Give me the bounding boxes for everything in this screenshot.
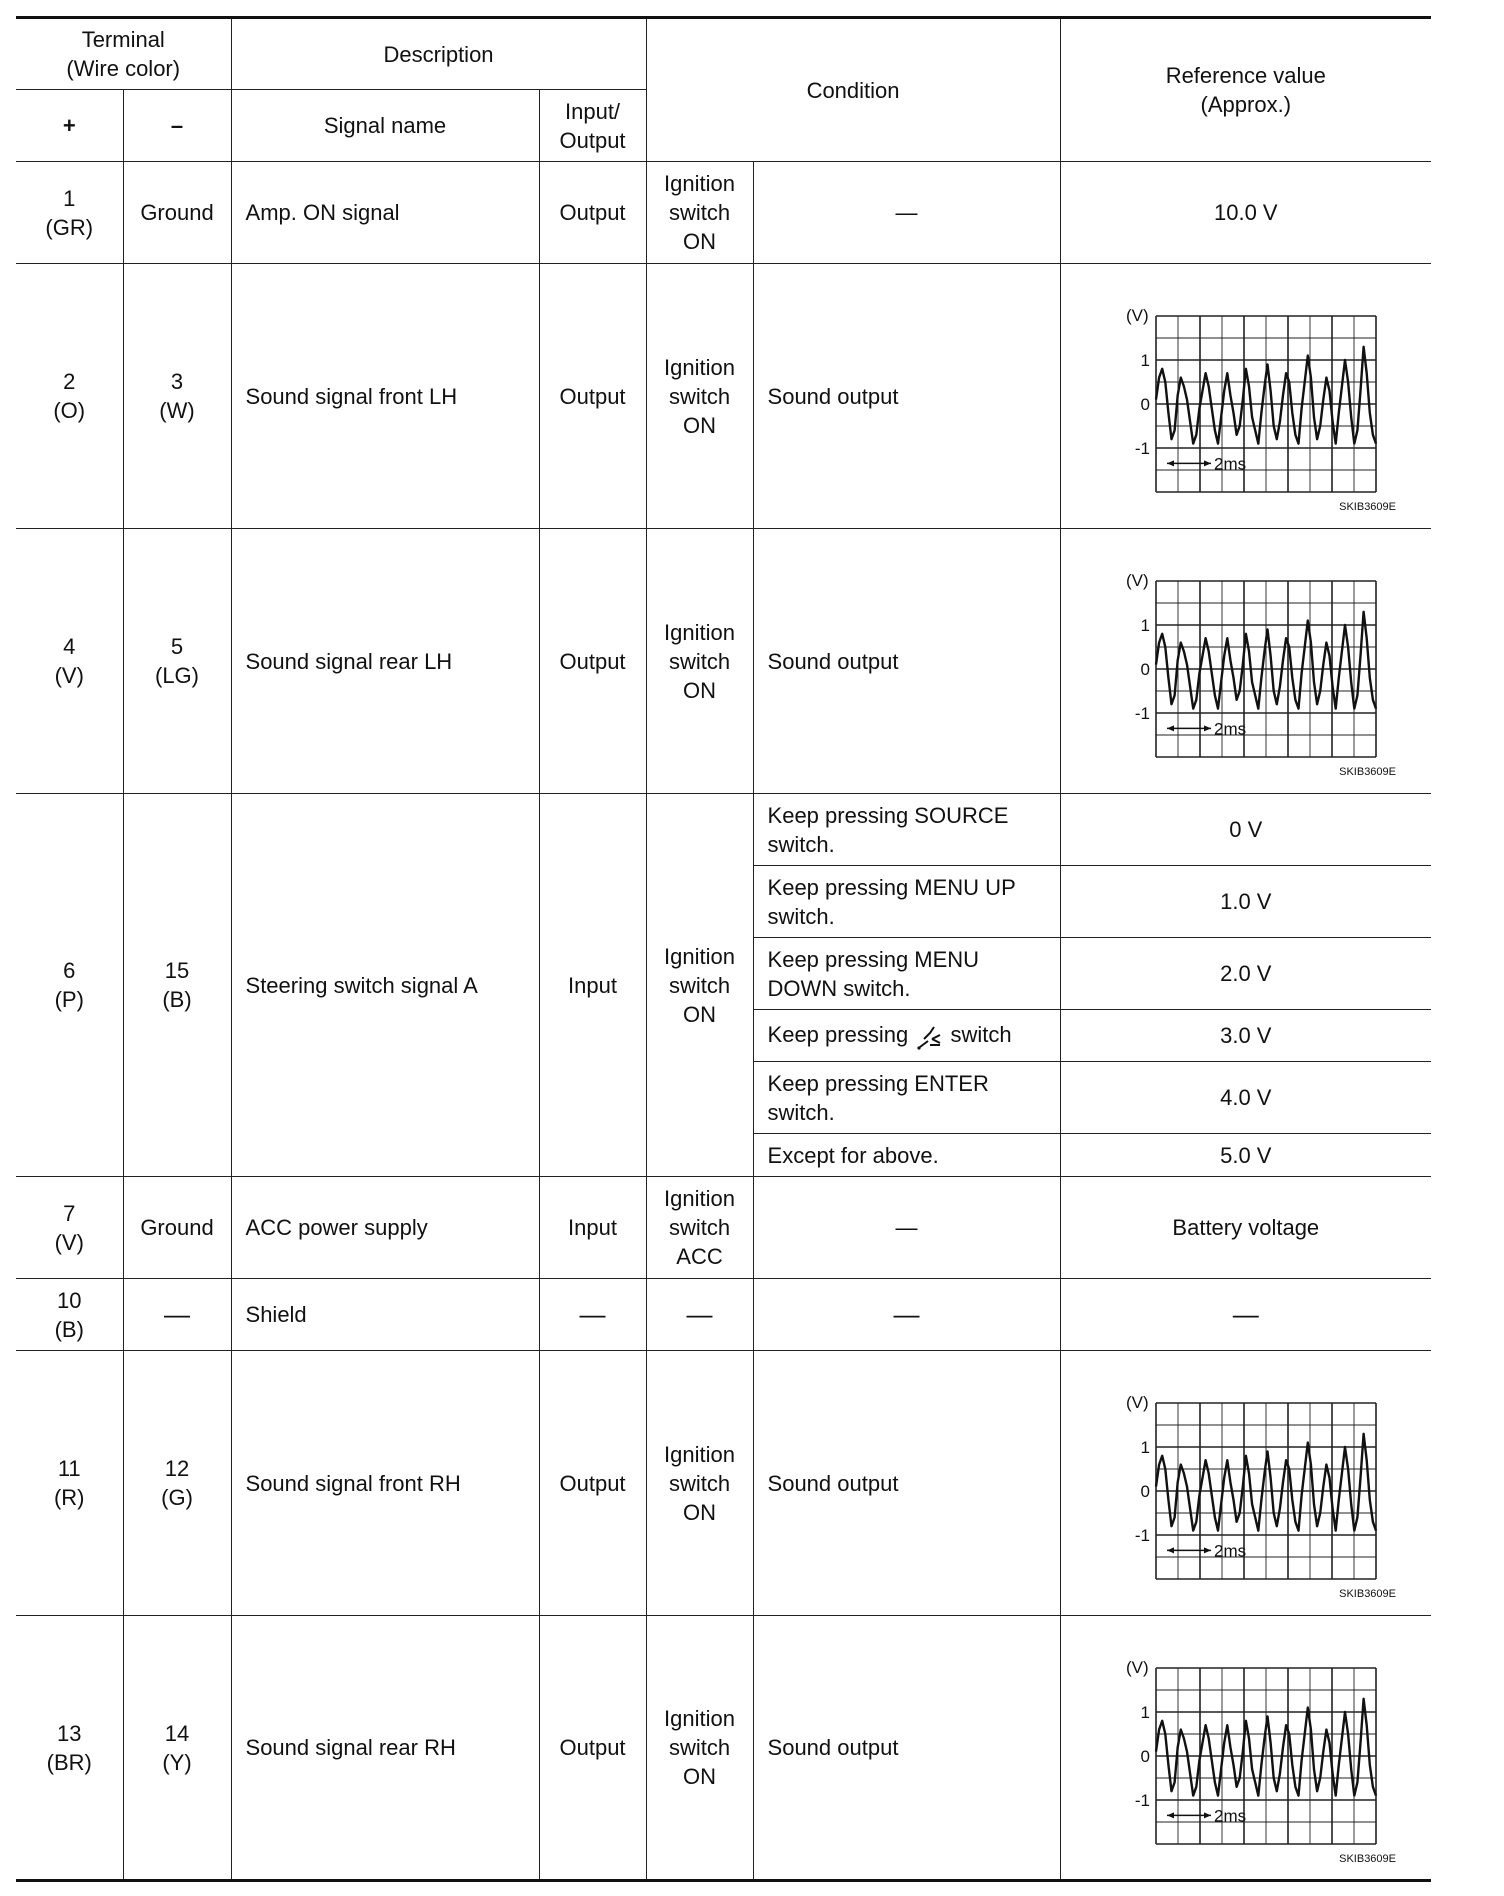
reference-value: 5.0 V [1060, 1134, 1431, 1177]
reference-value: — [1060, 1279, 1431, 1351]
terminal-number: 13 [57, 1720, 82, 1746]
condition-text: — [753, 1177, 1060, 1279]
minus-terminal [123, 794, 231, 1177]
output-label: Output [559, 127, 626, 153]
arrow-left-icon [1167, 460, 1174, 466]
signal-name: Steering switch signal A [231, 794, 539, 1177]
ignition-on-text: ON [683, 412, 717, 438]
signal-name: Sound signal rear LH [231, 529, 539, 794]
signal-name: ACC power supply [231, 1177, 539, 1279]
waveform-grid [1156, 316, 1376, 492]
terminal-number: 3 [170, 369, 184, 394]
minus-header: – [123, 90, 231, 162]
waveform-cell [1060, 529, 1431, 794]
wire-color-label: (Wire color) [66, 56, 181, 81]
arrow-right-icon [1204, 1547, 1211, 1553]
wire-color: (B) [54, 1316, 84, 1342]
unit-label: (V) [1125, 306, 1149, 325]
approx-label: (Approx.) [1200, 92, 1292, 117]
waveform-cell [1060, 264, 1431, 529]
ignition-state [646, 264, 753, 529]
y-tick-label: -1 [1134, 439, 1150, 458]
ignition-text: Ignition [664, 619, 735, 645]
y-tick-label: 1 [1140, 1702, 1150, 1722]
y-tick-label: -1 [1134, 1526, 1150, 1545]
ignition-state [646, 162, 753, 264]
condition-text: — [753, 162, 1060, 264]
condition-text-after: switch [950, 1022, 1012, 1048]
time-scale-label: 2ms [1213, 1805, 1246, 1825]
ignition-text: Ignition [664, 943, 735, 969]
ignition-state [646, 1177, 753, 1279]
reference-value-label: Reference value [1165, 63, 1326, 88]
ignition-state [646, 1351, 753, 1616]
signal-name: Sound signal rear RH [231, 1616, 539, 1881]
plus-header: + [16, 90, 123, 162]
condition-text: Keep pressing ENTER switch. [753, 1062, 1060, 1134]
ignition-state: — [646, 1279, 753, 1351]
reference-value: 3.0 V [1060, 1010, 1431, 1062]
unit-label: (V) [1125, 1657, 1149, 1677]
condition-text: Sound output [753, 1616, 1060, 1881]
wire-color: (G) [161, 1485, 193, 1510]
minus-terminal: Ground [123, 1177, 231, 1279]
ignition-text: Ignition [664, 1441, 735, 1467]
condition-text: Keep pressing MENU DOWN switch. [753, 938, 1060, 1010]
signal-name-header: Signal name [231, 90, 539, 162]
plus-terminal [16, 794, 123, 1177]
wire-color: (W) [159, 398, 195, 423]
terminal-number: 7 [63, 1200, 76, 1226]
condition-text: Sound output [753, 264, 1060, 529]
terminal-reference-table [16, 16, 1431, 1882]
ignition-state [646, 1616, 753, 1881]
switch-text: switch [668, 972, 731, 998]
io-value: Output [539, 1351, 646, 1616]
io-value: Input [539, 1177, 646, 1279]
arrow-left-icon [1167, 1812, 1174, 1818]
condition-text: Keep pressing MENU UP switch. [753, 866, 1060, 938]
signal-name: Sound signal front LH [231, 264, 539, 529]
table-row [16, 1177, 1431, 1279]
voice-talk-icon [914, 1023, 944, 1051]
wire-color: (V) [54, 1229, 84, 1255]
wire-color: (Y) [162, 1749, 192, 1775]
plus-terminal [16, 162, 123, 264]
ignition-on-text: ON [683, 677, 717, 703]
plus-terminal [16, 1616, 123, 1881]
terminal-number: 6 [63, 958, 76, 983]
waveform-grid [1156, 1668, 1376, 1844]
y-tick-label: 1 [1140, 616, 1150, 635]
wire-color: (P) [54, 987, 84, 1012]
ignition-text: Ignition [664, 171, 735, 196]
reference-value-header [1060, 18, 1431, 162]
condition-text: — [753, 1279, 1060, 1351]
terminal-number: 5 [170, 634, 184, 659]
wire-color: (R) [53, 1485, 85, 1510]
y-tick-label: 0 [1140, 1746, 1150, 1766]
switch-text: switch [668, 1215, 731, 1240]
terminal-number: 1 [63, 185, 76, 211]
table-row [16, 1351, 1431, 1616]
reference-value: 0 V [1060, 794, 1431, 866]
table-row [16, 1279, 1431, 1351]
waveform-grid [1156, 1403, 1376, 1579]
ignition-text: Ignition [664, 1186, 735, 1211]
minus-terminal [123, 1351, 231, 1616]
input-label: Input/ [565, 98, 621, 124]
figure-code: SKIB3609E [1338, 1588, 1396, 1598]
condition-text: Sound output [753, 1351, 1060, 1616]
minus-terminal: — [123, 1279, 231, 1351]
io-header [539, 90, 646, 162]
waveform-grid [1156, 581, 1376, 757]
ignition-acc-text: ACC [676, 1244, 723, 1269]
terminal-number: 10 [57, 1287, 82, 1313]
wire-color: (B) [162, 987, 192, 1012]
y-tick-label: 1 [1140, 1438, 1150, 1457]
y-tick-label: 0 [1140, 660, 1150, 679]
reference-value: 4.0 V [1060, 1062, 1431, 1134]
condition-text: Keep pressing SOURCE switch. [753, 794, 1060, 866]
ignition-state [646, 529, 753, 794]
waveform-graph [1081, 1633, 1411, 1863]
minus-terminal: Ground [123, 162, 231, 264]
unit-label: (V) [1125, 571, 1149, 590]
arrow-left-icon [1167, 1547, 1174, 1553]
terminal-number: 12 [164, 1456, 190, 1481]
signal-name: Sound signal front RH [231, 1351, 539, 1616]
ignition-on-text: ON [683, 1001, 717, 1027]
waveform-cell [1060, 1351, 1431, 1616]
y-tick-label: 0 [1140, 395, 1150, 414]
io-value: Output [539, 264, 646, 529]
figure-code: SKIB3609E [1338, 501, 1396, 511]
table-row [16, 529, 1431, 794]
waveform-graph [1081, 281, 1411, 511]
io-value: — [539, 1279, 646, 1351]
ignition-state [646, 794, 753, 1177]
condition-header: Condition [646, 18, 1060, 162]
terminal-number: 4 [63, 634, 76, 659]
figure-code: SKIB3609E [1338, 766, 1396, 776]
wire-color: (V) [54, 663, 84, 688]
y-tick-label: -1 [1134, 704, 1150, 723]
ignition-on-text: ON [683, 229, 717, 254]
y-tick-label: 1 [1140, 351, 1150, 370]
terminal-label: Terminal [81, 27, 165, 52]
terminal-number: 11 [57, 1456, 81, 1481]
table-row [16, 162, 1431, 264]
switch-text: switch [668, 200, 731, 225]
plus-terminal [16, 264, 123, 529]
io-value: Output [539, 529, 646, 794]
condition-text: Sound output [753, 529, 1060, 794]
arrow-right-icon [1204, 1812, 1211, 1818]
unit-label: (V) [1125, 1393, 1149, 1412]
minus-terminal [123, 1616, 231, 1881]
plus-terminal [16, 1279, 123, 1351]
figure-code: SKIB3609E [1338, 1852, 1396, 1863]
time-scale-label: 2ms [1213, 719, 1246, 739]
signal-name: Shield [231, 1279, 539, 1351]
waveform-graph [1081, 1368, 1411, 1598]
ignition-text: Ignition [664, 1706, 735, 1731]
signal-name: Amp. ON signal [231, 162, 539, 264]
io-value: Input [539, 794, 646, 1177]
arrow-right-icon [1204, 460, 1211, 466]
wire-color: (LG) [155, 663, 199, 688]
reference-value: 2.0 V [1060, 938, 1431, 1010]
table-row [16, 1616, 1431, 1881]
condition-text: Except for above. [753, 1134, 1060, 1177]
terminal-number: 15 [164, 958, 190, 983]
io-value: Output [539, 1616, 646, 1881]
y-tick-label: 0 [1140, 1482, 1150, 1501]
time-scale-label: 2ms [1213, 1541, 1246, 1561]
io-value: Output [539, 162, 646, 264]
reference-value: 1.0 V [1060, 866, 1431, 938]
wire-color: (O) [53, 398, 86, 423]
plus-terminal [16, 529, 123, 794]
terminal-number: 2 [63, 369, 76, 394]
waveform-cell [1060, 1616, 1431, 1881]
condition-text [753, 1010, 1060, 1062]
switch-text: switch [668, 1735, 731, 1760]
arrow-right-icon [1204, 725, 1211, 731]
ignition-text: Ignition [664, 354, 735, 380]
plus-terminal [16, 1177, 123, 1279]
terminal-number: 14 [164, 1720, 190, 1746]
table-row [16, 794, 1431, 866]
waveform-graph [1081, 546, 1411, 776]
terminal-header [16, 18, 231, 90]
minus-terminal [123, 264, 231, 529]
y-tick-label: -1 [1134, 1790, 1150, 1810]
switch-text: switch [668, 648, 731, 674]
description-header: Description [231, 18, 646, 90]
reference-value: Battery voltage [1060, 1177, 1431, 1279]
reference-value: 10.0 V [1060, 162, 1431, 264]
condition-text-before: Keep pressing [767, 1022, 909, 1048]
ignition-on-text: ON [683, 1499, 717, 1525]
switch-text: switch [668, 1470, 731, 1496]
switch-text: switch [668, 383, 731, 409]
ignition-on-text: ON [683, 1764, 717, 1789]
wire-color: (BR) [46, 1749, 92, 1775]
minus-terminal [123, 529, 231, 794]
table-row [16, 264, 1431, 529]
wire-color: (GR) [45, 214, 94, 240]
time-scale-label: 2ms [1213, 454, 1246, 474]
arrow-left-icon [1167, 725, 1174, 731]
plus-terminal [16, 1351, 123, 1616]
